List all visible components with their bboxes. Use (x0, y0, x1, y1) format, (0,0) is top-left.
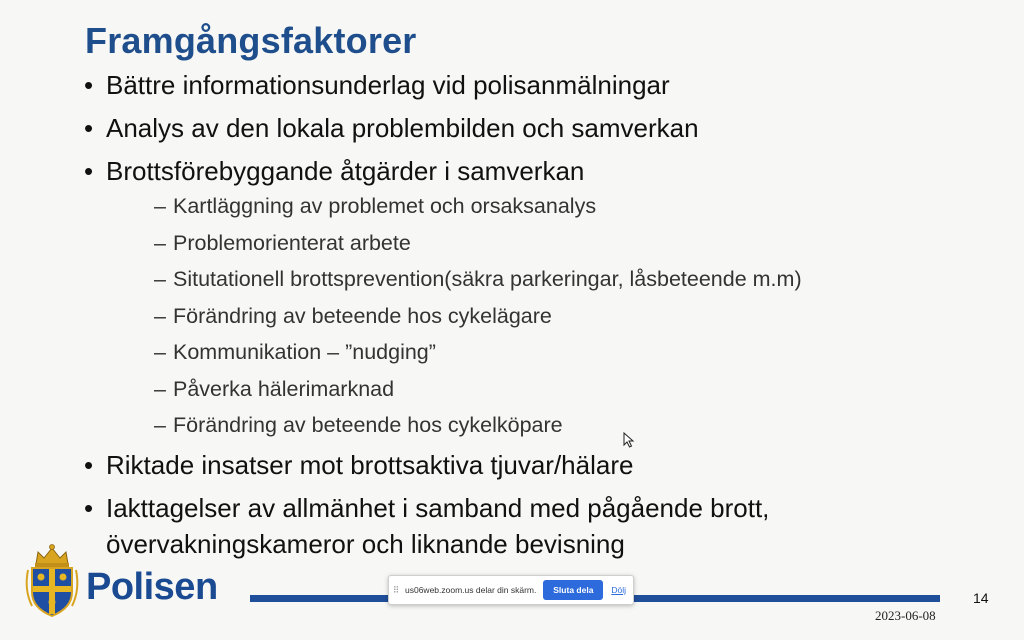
bullet-item (84, 447, 984, 483)
bullet-text: Analys av den lokala problembilden och samverkan (106, 113, 699, 143)
hide-toolbar-link[interactable]: Dölj (611, 585, 626, 595)
bullet-item (84, 153, 984, 440)
sub-bullet-text: Kartläggning av problemet och orsaksanalys (173, 194, 597, 218)
dash-symbol: – (154, 376, 166, 401)
dash-symbol: – (154, 194, 166, 218)
sub-bullet-text: Kommunikation – ”nudging” (173, 340, 436, 364)
bullet-symbol: • (84, 70, 94, 100)
dash-symbol: – (154, 267, 166, 291)
sub-bullet-text: Påverka hälerimarknad (173, 376, 395, 401)
sub-bullet-item (154, 374, 984, 404)
bullet-text-line-2: övervakningskameror och liknande bevisning (106, 529, 625, 559)
bullet-list (84, 67, 984, 569)
dash-symbol: – (154, 303, 166, 328)
slide-date: 2023-06-08 (875, 608, 936, 623)
sub-bullet-item (154, 264, 984, 294)
bullet-text: Brottsförebyggande åtgärder i samverkan (106, 156, 585, 186)
dash-symbol: – (154, 413, 166, 437)
dash-symbol: – (154, 340, 166, 364)
page-number: 14 (973, 590, 989, 606)
stop-sharing-button[interactable]: Sluta dela (543, 580, 603, 600)
bullet-symbol: • (84, 493, 94, 523)
bullet-text-line-1: Iakttagelser av allmänhet i samband med pågående brott, (106, 493, 770, 523)
sub-bullet-text: Problemorienterat arbete (173, 230, 411, 255)
bullet-text: Bättre informationsunderlag vid polisanmälningar (106, 70, 670, 100)
sub-bullet-item (154, 410, 984, 440)
police-crest-icon (22, 540, 82, 620)
bullet-item (84, 110, 984, 146)
bullet-text: Riktade insatser mot brottsaktiva tjuvar/hälare (106, 450, 634, 480)
dash-symbol: – (154, 230, 166, 255)
brand-name: Polisen (86, 566, 218, 608)
share-status-text: us06web.zoom.us delar din skärm. (405, 585, 537, 595)
sub-bullet-item (154, 337, 984, 367)
screen-share-toolbar[interactable] (388, 575, 634, 605)
sub-bullet-text: Förändring av beteende hos cykelägare (173, 303, 552, 328)
bullet-symbol: • (84, 113, 94, 143)
bullet-item (84, 67, 984, 103)
mouse-pointer-icon (623, 432, 635, 448)
sub-bullet-item (154, 191, 984, 221)
bullet-symbol: • (84, 156, 94, 186)
drag-handle-icon[interactable]: ⠿ (392, 584, 400, 595)
sub-bullet-item (154, 301, 984, 331)
sub-bullet-item (154, 228, 984, 258)
sub-bullet-text: Förändring av beteende hos cykelköpare (173, 413, 563, 437)
sub-bullet-text: Situtationell brottsprevention(säkra parkeringar, låsbeteende m.m) (173, 267, 802, 291)
slide-title: Framgångsfaktorer (85, 20, 417, 61)
bullet-symbol: • (84, 450, 94, 480)
sub-bullet-list (154, 191, 984, 440)
bullet-item (84, 490, 984, 562)
